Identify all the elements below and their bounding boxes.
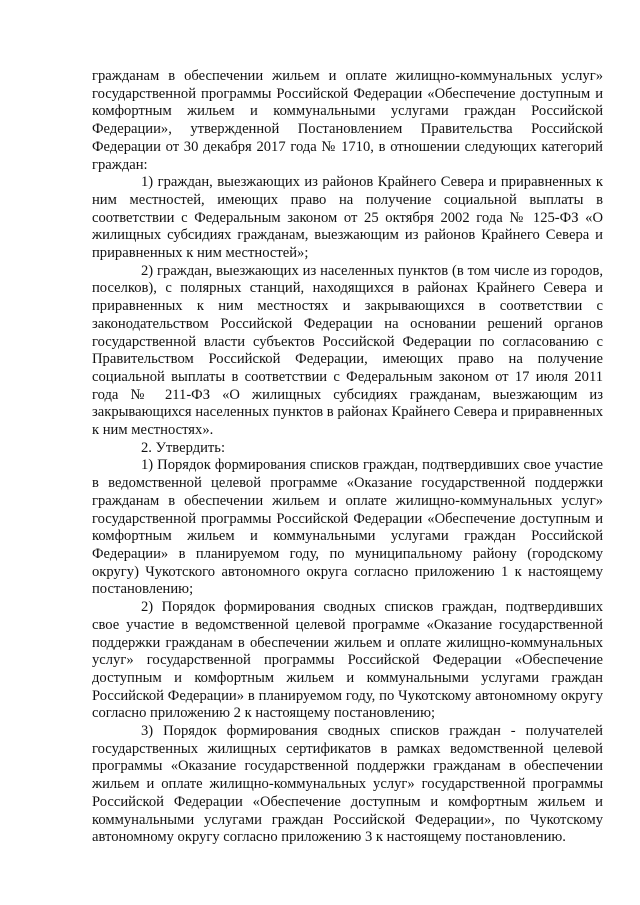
paragraph-category-1: 1) граждан, выезжающих из районов Крайнего Севера и приравненных к ним местностей, имеющих право на получение социальной выплаты в соответствии с Федеральным законом от 25 октября 2002 года № 125-ФЗ «О жилищных субсидиях гражданам, выезжающим из районов Крайнего Севера и приравненных к ним местностей»;: [92, 174, 603, 262]
document-page: [92, 68, 603, 847]
paragraph-procedure-1: 1) Порядок формирования списков граждан, подтвердивших свое участие в ведомственной целевой программе «Оказание государственной поддержки гражданам в обеспечении жильем и оплате жилищно-коммунальных услуг» государственной программы Российской Федерации «Обеспечение доступным и комфортным жильем и коммунальными услугами граждан Российской Федерации» в планируемом году, по муниципальному району (городскому округу) Чукотского автономного округа согласно приложению 1 к настоящему постановлению;: [92, 457, 603, 598]
paragraph-procedure-3: 3) Порядок формирования сводных списков граждан - получателей государственных жилищных сертификатов в рамках ведомственной целевой программы «Оказание государственной поддержки гражданам в обеспечении жильем и оплате жилищно-коммунальных услуг» государственной программы Российской Федерации «Обеспечение доступным и комфортным жильем и коммунальными услугами граждан Российской Федерации», по Чукотскому автономному округу согласно приложению 3 к настоящему постановлению.: [92, 723, 603, 846]
paragraph-category-2: 2) граждан, выезжающих из населенных пунктов (в том числе из городов, поселков), с полярных станций, находящихся в районах Крайнего Севера и приравненных к ним местностях и закрывающихся в соответствии с законодательством Российской Федерации на основании решений органов государственной власти субъектов Российской Федерации по согласованию с Правительством Российской Федерации, имеющих право на получение социальной выплаты в соответствии с Федеральным законом от 17 июля 2011 года № 211-ФЗ «О жилищных субсидиях гражданам, выезжающим из закрывающихся населенных пунктов в районах Крайнего Севера и приравненных к ним местностях».: [92, 262, 603, 439]
paragraph-continuation: гражданам в обеспечении жильем и оплате жилищно-коммунальных услуг» государственной программы Российской Федерации «Обеспечение доступным и комфортным жильем и коммунальными услугами граждан Российской Федерации», утвержденной Постановлением Правительства Российской Федерации от 30 декабря 2017 года № 1710, в отношении следующих категорий граждан:: [92, 68, 603, 173]
paragraph-approve-heading: 2. Утвердить:: [141, 439, 226, 456]
paragraph-procedure-2: 2) Порядок формирования сводных списков граждан, подтвердивших свое участие в ведомственной целевой программе «Оказание государственной поддержки гражданам в обеспечении жильем и оплате жилищно-коммунальных услуг» государственной программы Российской Федерации «Обеспечение доступным и комфортным жильем и коммунальными услугами граждан Российской Федерации» в планируемом году, по Чукотскому автономному округу согласно приложению 2 к настоящему постановлению;: [92, 599, 603, 722]
